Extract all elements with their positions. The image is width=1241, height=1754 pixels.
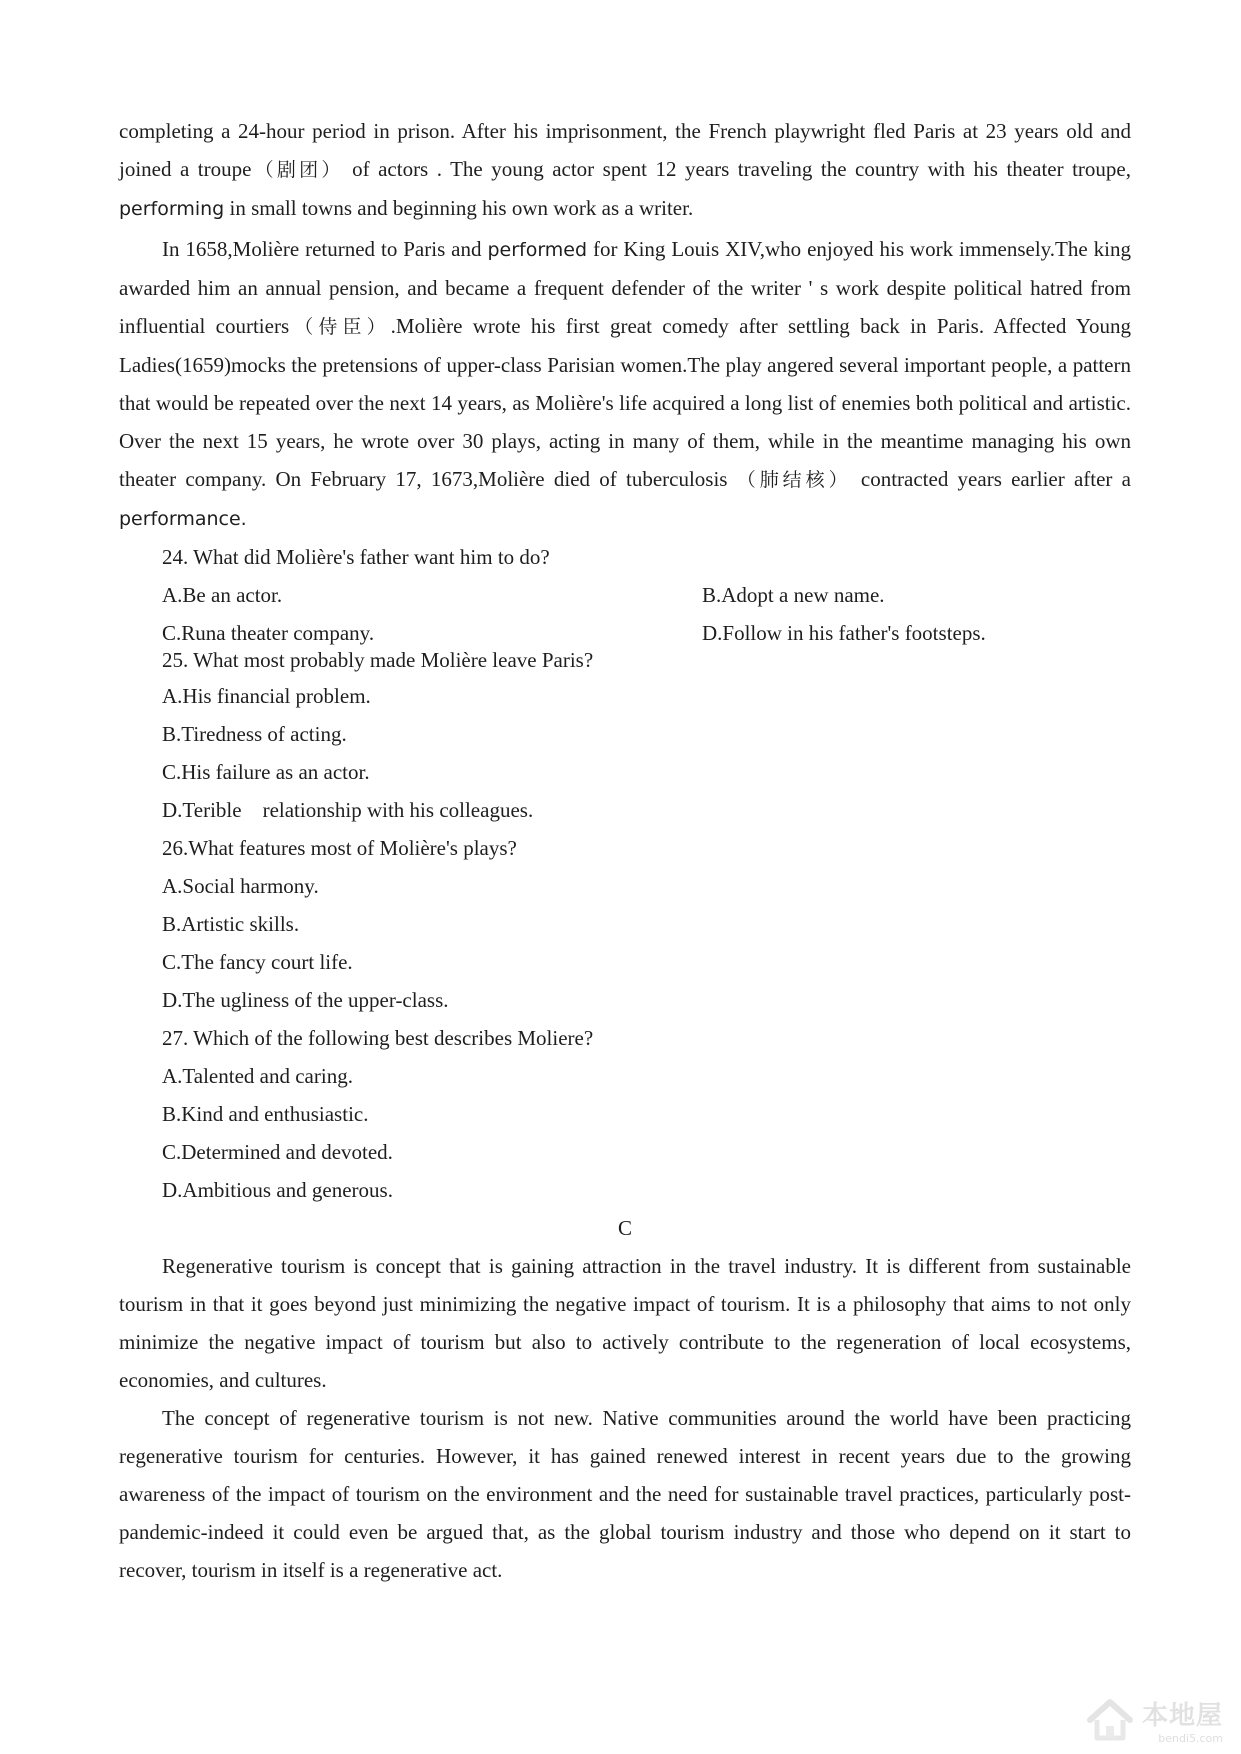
question-27-option-c: C.Determined and devoted. <box>162 1140 393 1164</box>
text-run: in small towns and beginning his own work as a writer. <box>224 196 694 220</box>
option-a: A.Be an actor. <box>162 583 283 607</box>
question-26-option-d: D.The ugliness of the upper-class. <box>162 988 449 1012</box>
question-25-stem: 25. What most probably made Molière leave Paris? <box>162 648 594 672</box>
chinese-gloss: （剧团） <box>251 159 344 181</box>
question-25-option-b: B.Tiredness of acting. <box>162 722 347 746</box>
document-page <box>119 112 1131 1589</box>
logo-sub-text: bendi5.com <box>1158 1732 1223 1745</box>
question-24-options-row-2 <box>119 617 1131 649</box>
section-heading-c: C <box>617 1216 632 1240</box>
question-26-option-c: C.The fancy court life. <box>162 950 353 974</box>
text-run: contracted years earlier after a <box>851 467 1131 491</box>
text-run: In 1658,Molière returned to Paris and <box>162 237 488 261</box>
text-run: completing a 24-hour period in prison. After his imprisonment, the French playwright fled Paris at 23 years old and joined a troupe <box>119 119 1131 181</box>
text-run: for King Louis XIV,who enjoyed his work immensely.The king awarded him an annual pension, and became a frequent defender of the writer ' s work despite political hatred from influential courtiers <box>119 237 1131 338</box>
option-c: C.Runa theater company. <box>162 621 375 645</box>
passage-c-paragraph-1: Regenerative tourism is concept that is gaining attraction in the travel industry. It is different from sustainable tourism in that it goes beyond just minimizing the negative impact of tourism. It is a philosophy that aims to not only minimize the negative impact of tourism but also to actively contribute to the regeneration of local ecosystems, economies, and cultures. <box>119 1254 1131 1392</box>
text-run: .Molière wrote his first great comedy after settling back in Paris. Affected Young Ladies(1659)mocks the pretensions of upper-class Parisian women.The play angered several important people, a pattern that would be repeated over the next 14 years, as Molière's life acquired a long list of enemies both political and artistic. Over the next 15 years, he wrote over 30 plays, acting in many of them, while in the meantime managing his own theater company. On February 17, 1673,Molière died of tuberculosis <box>119 314 1131 491</box>
text-run-sans: performance. <box>119 508 247 530</box>
house-icon <box>1084 1694 1136 1746</box>
watermark-logo <box>1084 1694 1223 1746</box>
question-26-option-a: A.Social harmony. <box>162 874 319 898</box>
question-27-option-a: A.Talented and caring. <box>162 1064 353 1088</box>
question-26-option-b: B.Artistic skills. <box>162 912 300 936</box>
question-27-stem: 27. Which of the following best describes Moliere? <box>162 1026 594 1050</box>
question-24-options-row-1 <box>119 576 1131 614</box>
text-run: of actors . The young actor spent 12 years traveling the country with his theater troupe, <box>343 157 1131 181</box>
question-26-stem: 26.What features most of Molière's plays? <box>162 836 517 860</box>
question-25-option-d: D.Terible relationship with his colleagues. <box>162 798 534 822</box>
text-run-sans: performed <box>487 239 588 261</box>
question-24-stem: 24. What did Molière's father want him to do? <box>162 545 550 569</box>
option-b: B.Adopt a new name. <box>702 583 885 607</box>
chinese-gloss: （肺结核） <box>736 469 852 491</box>
question-25-option-a: A.His financial problem. <box>162 684 371 708</box>
chinese-gloss: （侍臣） <box>289 316 391 338</box>
question-27-option-b: B.Kind and enthusiastic. <box>162 1102 369 1126</box>
question-25-option-c: C.His failure as an actor. <box>162 760 370 784</box>
option-d: D.Follow in his father's footsteps. <box>702 621 986 645</box>
logo-main-text: 本地屋 <box>1141 1701 1223 1731</box>
logo-text <box>1142 1695 1223 1745</box>
text-run-sans: performing <box>119 198 225 220</box>
passage-c-paragraph-2: The concept of regenerative tourism is not new. Native communities around the world have been practicing regenerative tourism for centuries. However, it has gained renewed interest in recent years due to the growing awareness of the impact of tourism on the environment and the need for sustainable travel practices, particularly post-pandemic-indeed it could even be argued that, as the global tourism industry and those who depend on it start to recover, tourism in itself is a regenerative act. <box>119 1406 1131 1582</box>
passage-b-paragraph-1 <box>119 112 1131 228</box>
passage-b-paragraph-2 <box>119 230 1131 538</box>
question-27-option-d: D.Ambitious and generous. <box>162 1178 393 1202</box>
